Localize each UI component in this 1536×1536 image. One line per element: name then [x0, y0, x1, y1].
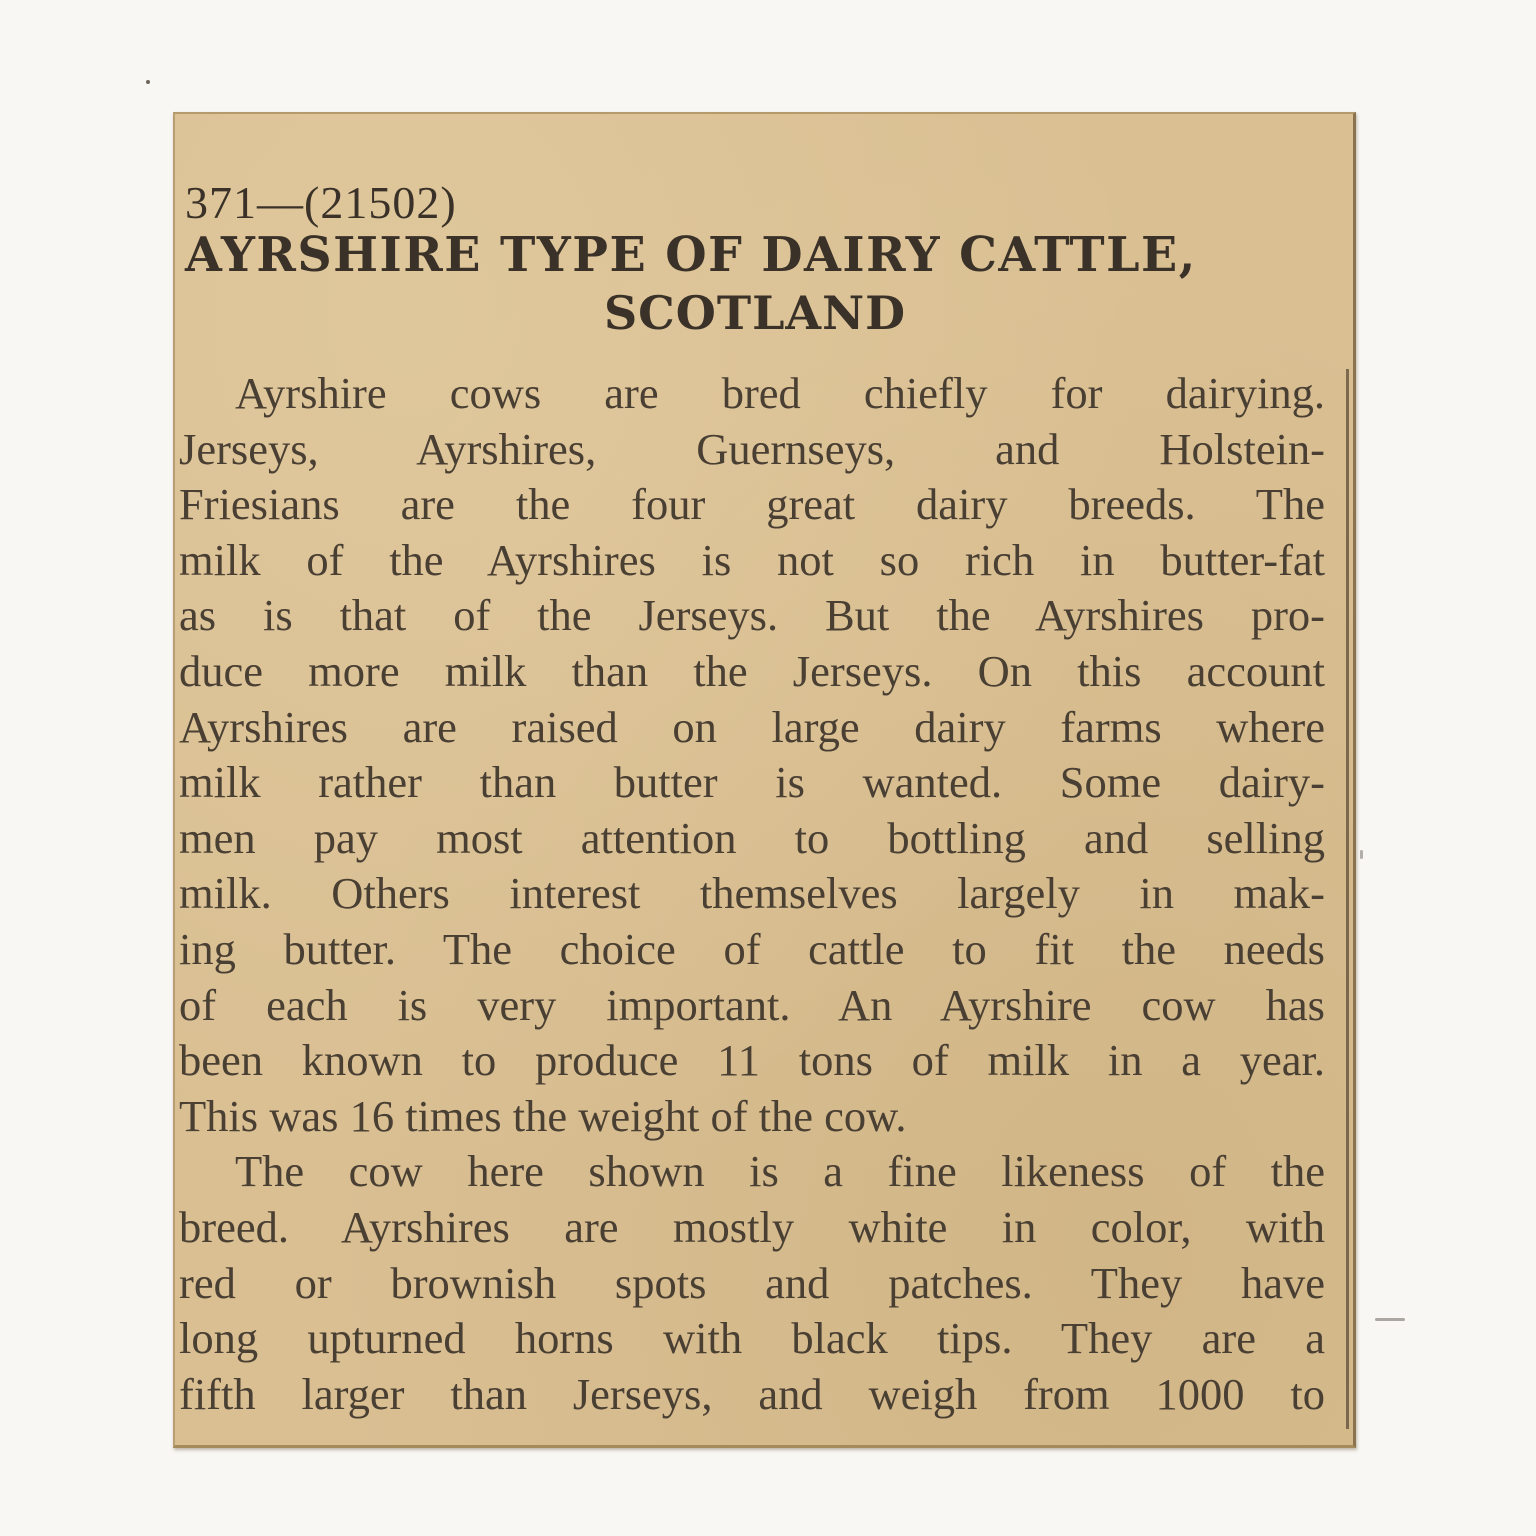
text-line: duce more milk than the Jerseys. On this account: [179, 645, 1325, 696]
text-line: The cow here shown is a fine likeness of the: [235, 1146, 1325, 1197]
text-line: men pay most attention to bottling and selling: [179, 812, 1325, 863]
text-line: red or brownish spots and patches. They have: [179, 1257, 1325, 1308]
text-line: long upturned horns with black tips. They are a: [179, 1313, 1325, 1364]
text-line: ing butter. The choice of cattle to fit the needs: [179, 923, 1325, 974]
text-line: Ayrshire cows are bred chiefly for dairying.: [235, 368, 1325, 418]
dust-speck: [1360, 850, 1363, 859]
text-line: Ayrshires are raised on large dairy farms where: [179, 701, 1325, 752]
text-line: as is that of the Jerseys. But the Ayrshires pro-: [179, 590, 1325, 641]
dust-speck: [1375, 1318, 1405, 1321]
card-body: [179, 366, 1325, 1422]
title-line-2: SCOTLAND: [603, 286, 907, 340]
paragraph-1: [179, 366, 1325, 1144]
text-line: breed. Ayrshires are mostly white in color, with: [179, 1201, 1325, 1252]
card-title: [175, 226, 1335, 342]
text-line: This was 16 times the weight of the cow.: [179, 1090, 907, 1141]
paragraph-2: [179, 1144, 1325, 1422]
text-line: Friesians are the four great dairy breeds. The: [179, 479, 1325, 530]
text-line: milk rather than butter is wanted. Some dairy-: [179, 757, 1325, 808]
card-number: 371—(21502): [185, 177, 457, 228]
card-edge-shadow: [1346, 369, 1349, 1429]
text-line: milk. Others interest themselves largely in mak-: [179, 868, 1325, 919]
dust-speck: [146, 80, 150, 84]
text-line: of each is very important. An Ayrshire cow has: [179, 979, 1325, 1030]
text-line: been known to produce 11 tons of milk in a year.: [179, 1035, 1325, 1086]
text-line: milk of the Ayrshires is not so rich in butter-fat: [179, 534, 1325, 585]
title-line-1: AYRSHIRE TYPE OF DAIRY CATTLE,: [185, 227, 1197, 283]
trade-card: [173, 112, 1356, 1448]
text-line: fifth larger than Jerseys, and weigh from 1000 to: [179, 1368, 1325, 1419]
text-line: Jerseys, Ayrshires, Guernseys, and Holstein-: [179, 423, 1325, 474]
